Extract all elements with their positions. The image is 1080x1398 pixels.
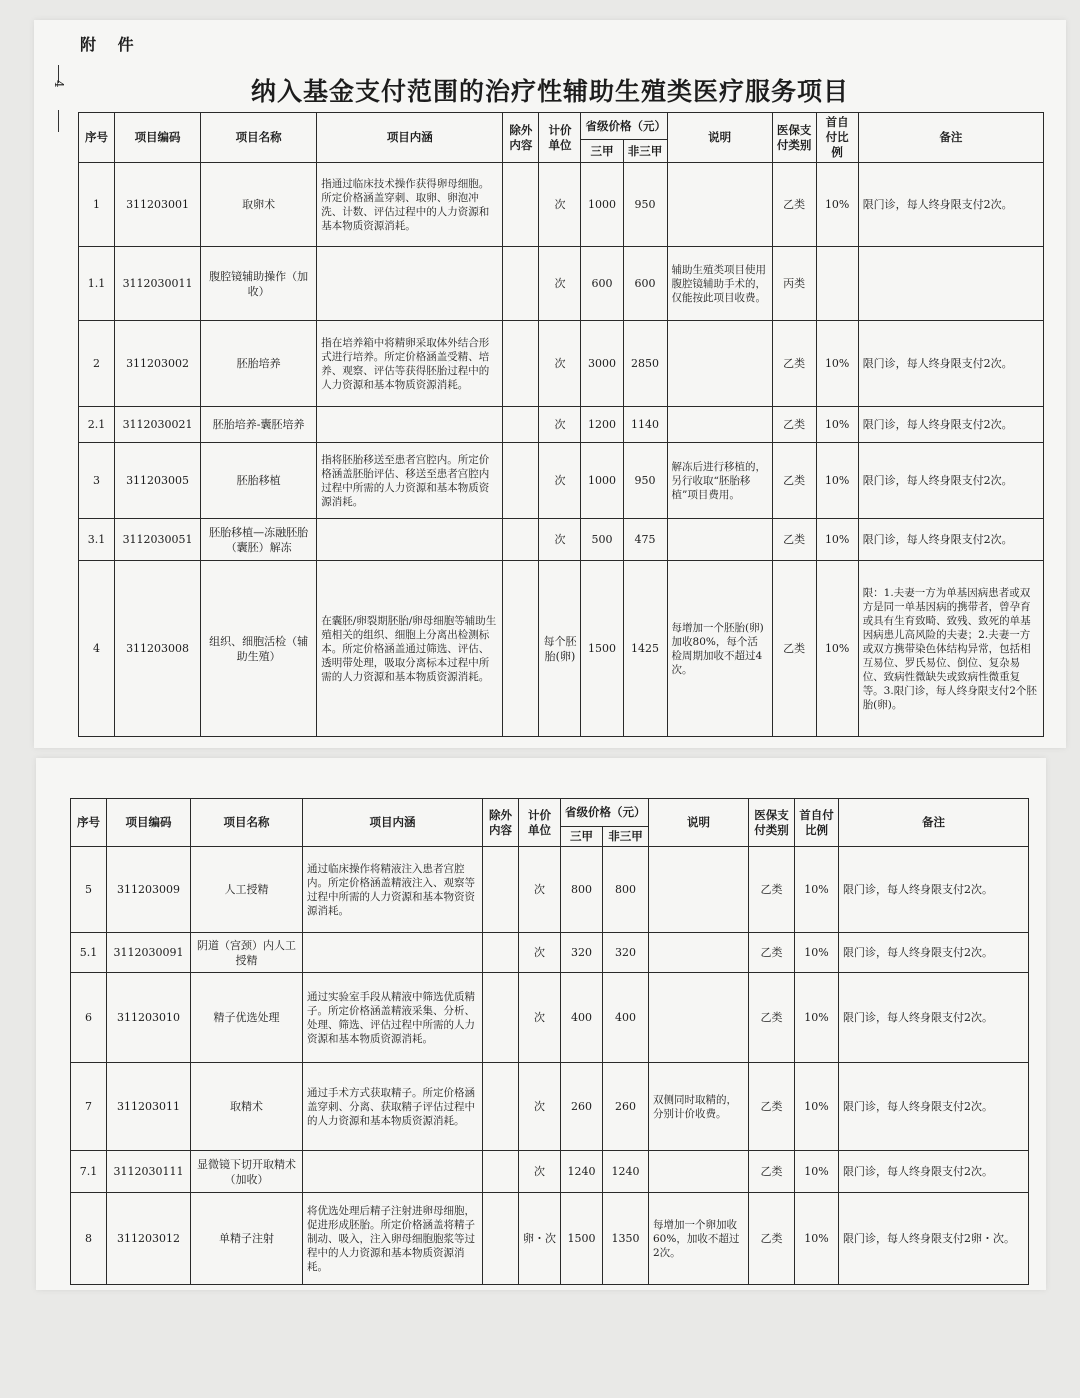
cell-note: 辅助生殖类项目使用腹腔镜辅助手术的，仅能按此项目收费。 bbox=[667, 247, 772, 321]
cell-remark bbox=[858, 247, 1043, 321]
cell-code: 3112030021 bbox=[115, 407, 201, 443]
cell-ratio: 10% bbox=[816, 321, 858, 407]
header-ratio: 首自付比例 bbox=[816, 113, 858, 163]
header-content: 项目内涵 bbox=[317, 113, 503, 163]
cell-unit: 次 bbox=[539, 247, 581, 321]
cell-category: 乙类 bbox=[772, 407, 816, 443]
cell-code: 3112030111 bbox=[107, 1151, 191, 1193]
header-price-a: 三甲 bbox=[561, 827, 603, 847]
cell-ratio: 10% bbox=[795, 933, 839, 973]
cell-excluded bbox=[483, 847, 519, 933]
header-price-b: 非三甲 bbox=[603, 827, 649, 847]
cell-category: 乙类 bbox=[772, 321, 816, 407]
table-row bbox=[79, 321, 1044, 407]
cell-excluded bbox=[503, 321, 539, 407]
cell-excluded bbox=[503, 163, 539, 247]
cell-price-b: 950 bbox=[623, 163, 667, 247]
header-category: 医保支付类别 bbox=[749, 799, 795, 847]
cell-seq: 3 bbox=[79, 443, 115, 519]
header-unit: 计价单位 bbox=[539, 113, 581, 163]
cell-name: 人工授精 bbox=[191, 847, 303, 933]
header-name: 项目名称 bbox=[201, 113, 317, 163]
cell-excluded bbox=[503, 407, 539, 443]
header-note: 说明 bbox=[667, 113, 772, 163]
cell-remark: 限门诊，每人终身限支付2次。 bbox=[839, 847, 1029, 933]
cell-ratio: 10% bbox=[816, 407, 858, 443]
cell-price-b: 1425 bbox=[623, 561, 667, 737]
cell-price-a: 400 bbox=[561, 973, 603, 1063]
cell-price-a: 1500 bbox=[581, 561, 623, 737]
cell-price-a: 1000 bbox=[581, 163, 623, 247]
cell-name: 胚胎培养-囊胚培养 bbox=[201, 407, 317, 443]
table-row bbox=[79, 247, 1044, 321]
cell-ratio: 10% bbox=[816, 443, 858, 519]
cell-excluded bbox=[483, 973, 519, 1063]
cell-ratio: 10% bbox=[795, 1193, 839, 1285]
cell-name: 组织、细胞活检（辅助生殖） bbox=[201, 561, 317, 737]
cell-unit: 卵・次 bbox=[519, 1193, 561, 1285]
cell-name: 阴道（宫颈）内人工授精 bbox=[191, 933, 303, 973]
cell-unit: 次 bbox=[519, 1063, 561, 1151]
cell-price-a: 1240 bbox=[561, 1151, 603, 1193]
cell-name: 取卵术 bbox=[201, 163, 317, 247]
cell-ratio: 10% bbox=[795, 1151, 839, 1193]
cell-content bbox=[317, 519, 503, 561]
cell-price-a: 1200 bbox=[581, 407, 623, 443]
cell-content bbox=[317, 407, 503, 443]
cell-category: 乙类 bbox=[749, 1193, 795, 1285]
cell-seq: 1.1 bbox=[79, 247, 115, 321]
cell-code: 3112030051 bbox=[115, 519, 201, 561]
cell-price-b: 400 bbox=[603, 973, 649, 1063]
header-excluded: 除外内容 bbox=[483, 799, 519, 847]
cell-code: 311203009 bbox=[107, 847, 191, 933]
table-row bbox=[71, 1151, 1029, 1193]
cell-code: 311203010 bbox=[107, 973, 191, 1063]
cell-unit: 次 bbox=[539, 407, 581, 443]
cell-code: 3112030011 bbox=[115, 247, 201, 321]
cell-price-a: 320 bbox=[561, 933, 603, 973]
header-price-group: 省级价格（元） bbox=[561, 799, 649, 827]
cell-ratio: 10% bbox=[795, 847, 839, 933]
services-table-1 bbox=[78, 112, 1044, 737]
cell-remark: 限门诊，每人终身限支付2次。 bbox=[839, 973, 1029, 1063]
cell-category: 乙类 bbox=[749, 847, 795, 933]
header-price-group: 省级价格（元） bbox=[581, 113, 667, 140]
cell-price-a: 500 bbox=[581, 519, 623, 561]
cell-code: 3112030091 bbox=[107, 933, 191, 973]
cell-note bbox=[649, 973, 749, 1063]
table-row bbox=[79, 163, 1044, 247]
cell-name: 精子优选处理 bbox=[191, 973, 303, 1063]
cell-note bbox=[667, 519, 772, 561]
table-row bbox=[71, 1063, 1029, 1151]
table-row bbox=[79, 561, 1044, 737]
cell-name: 单精子注射 bbox=[191, 1193, 303, 1285]
cell-seq: 2.1 bbox=[79, 407, 115, 443]
cell-category: 乙类 bbox=[772, 163, 816, 247]
cell-unit: 每个胚胎(卵) bbox=[539, 561, 581, 737]
cell-seq: 1 bbox=[79, 163, 115, 247]
cell-excluded bbox=[503, 561, 539, 737]
cell-name: 胚胎移植—冻融胚胎（囊胚）解冻 bbox=[201, 519, 317, 561]
table-row bbox=[71, 847, 1029, 933]
cell-name: 显微镜下切开取精术（加收） bbox=[191, 1151, 303, 1193]
cell-price-a: 600 bbox=[581, 247, 623, 321]
cell-remark: 限门诊，每人终身限支付2次。 bbox=[858, 407, 1043, 443]
table-row bbox=[71, 1193, 1029, 1285]
cell-note bbox=[649, 1151, 749, 1193]
cell-price-a: 1000 bbox=[581, 443, 623, 519]
cell-content: 在囊胚/卵裂期胚胎/卵母细胞等辅助生殖相关的组织、细胞上分离出检测标本。所定价格涵盖通过筛选、评估、透明带处理，吸取分离标本过程中所需的人力资源和基本物质资源消耗。 bbox=[317, 561, 503, 737]
cell-price-b: 1240 bbox=[603, 1151, 649, 1193]
table-row bbox=[79, 519, 1044, 561]
cell-seq: 8 bbox=[71, 1193, 107, 1285]
header-remark: 备注 bbox=[858, 113, 1043, 163]
cell-excluded bbox=[483, 933, 519, 973]
cell-excluded bbox=[483, 1151, 519, 1193]
cell-remark: 限门诊，每人终身限支付2卵・次。 bbox=[839, 1193, 1029, 1285]
cell-content: 将优选处理后精子注射进卵母细胞，促进形成胚胎。所定价格涵盖将精子制动、吸入，注入卵母细胞胞浆等过程中的人力资源和基本物质资源消耗。 bbox=[303, 1193, 483, 1285]
cell-price-b: 260 bbox=[603, 1063, 649, 1151]
cell-price-b: 320 bbox=[603, 933, 649, 973]
header-price-a: 三甲 bbox=[581, 140, 623, 163]
cell-seq: 5.1 bbox=[71, 933, 107, 973]
cell-price-b: 475 bbox=[623, 519, 667, 561]
cell-note: 双侧同时取精的，分别计价收费。 bbox=[649, 1063, 749, 1151]
document-page-1 bbox=[34, 20, 1066, 748]
cell-ratio: 10% bbox=[795, 973, 839, 1063]
cell-seq: 6 bbox=[71, 973, 107, 1063]
cell-note: 解冻后进行移植的，另行收取“胚胎移植”项目费用。 bbox=[667, 443, 772, 519]
cell-code: 311203005 bbox=[115, 443, 201, 519]
cell-remark: 限门诊，每人终身限支付2次。 bbox=[839, 933, 1029, 973]
table-row bbox=[79, 443, 1044, 519]
cell-excluded bbox=[483, 1193, 519, 1285]
cell-unit: 次 bbox=[519, 933, 561, 973]
header-price-b: 非三甲 bbox=[623, 140, 667, 163]
cell-price-b: 1140 bbox=[623, 407, 667, 443]
table-row bbox=[79, 407, 1044, 443]
cell-unit: 次 bbox=[519, 847, 561, 933]
cell-excluded bbox=[483, 1063, 519, 1151]
cell-price-a: 260 bbox=[561, 1063, 603, 1151]
cell-unit: 次 bbox=[519, 1151, 561, 1193]
cell-price-b: 950 bbox=[623, 443, 667, 519]
page-number-bar-bottom bbox=[58, 110, 59, 132]
cell-content bbox=[317, 247, 503, 321]
cell-note bbox=[649, 933, 749, 973]
header-seq: 序号 bbox=[79, 113, 115, 163]
cell-seq: 2 bbox=[79, 321, 115, 407]
cell-content: 通过手术方式获取精子。所定价格涵盖穿刺、分离、获取精子评估过程中的人力资源和基本物质资源消耗。 bbox=[303, 1063, 483, 1151]
header-note: 说明 bbox=[649, 799, 749, 847]
cell-price-a: 800 bbox=[561, 847, 603, 933]
header-ratio: 首自付比例 bbox=[795, 799, 839, 847]
cell-seq: 5 bbox=[71, 847, 107, 933]
cell-content: 指将胚胎移送至患者宫腔内。所定价格涵盖胚胎评估、移送至患者宫腔内过程中所需的人力资源和基本物质资源消耗。 bbox=[317, 443, 503, 519]
header-unit: 计价单位 bbox=[519, 799, 561, 847]
cell-ratio: 10% bbox=[816, 163, 858, 247]
cell-name: 胚胎培养 bbox=[201, 321, 317, 407]
cell-seq: 7 bbox=[71, 1063, 107, 1151]
header-name: 项目名称 bbox=[191, 799, 303, 847]
cell-category: 乙类 bbox=[749, 933, 795, 973]
cell-seq: 7.1 bbox=[71, 1151, 107, 1193]
cell-name: 腹腔镜辅助操作（加收） bbox=[201, 247, 317, 321]
header-category: 医保支付类别 bbox=[772, 113, 816, 163]
cell-code: 311203012 bbox=[107, 1193, 191, 1285]
header-remark: 备注 bbox=[839, 799, 1029, 847]
cell-category: 乙类 bbox=[772, 443, 816, 519]
attachment-label: 附 件 bbox=[80, 35, 142, 54]
header-code: 项目编码 bbox=[115, 113, 201, 163]
services-table-2 bbox=[70, 798, 1029, 1285]
cell-remark: 限门诊，每人终身限支付2次。 bbox=[839, 1063, 1029, 1151]
cell-price-b: 600 bbox=[623, 247, 667, 321]
cell-code: 311203008 bbox=[115, 561, 201, 737]
header-content: 项目内涵 bbox=[303, 799, 483, 847]
cell-remark: 限门诊，每人终身限支付2次。 bbox=[858, 321, 1043, 407]
cell-remark: 限门诊，每人终身限支付2次。 bbox=[858, 519, 1043, 561]
cell-price-b: 2850 bbox=[623, 321, 667, 407]
cell-category: 乙类 bbox=[749, 1151, 795, 1193]
cell-remark: 限门诊，每人终身限支付2次。 bbox=[858, 163, 1043, 247]
cell-seq: 3.1 bbox=[79, 519, 115, 561]
cell-name: 取精术 bbox=[191, 1063, 303, 1151]
cell-content: 指通过临床技术操作获得卵母细胞。所定价格涵盖穿刺、取卵、卵泡冲洗、计数、评估过程中的人力资源和基本物质资源消耗。 bbox=[317, 163, 503, 247]
cell-name: 胚胎移植 bbox=[201, 443, 317, 519]
page-title: 纳入基金支付范围的治疗性辅助生殖类医疗服务项目 bbox=[250, 77, 849, 106]
header-excluded: 除外内容 bbox=[503, 113, 539, 163]
table-row bbox=[71, 973, 1029, 1063]
document-page-2 bbox=[36, 758, 1046, 1290]
header-code: 项目编码 bbox=[107, 799, 191, 847]
cell-excluded bbox=[503, 519, 539, 561]
cell-note bbox=[667, 407, 772, 443]
cell-price-a: 3000 bbox=[581, 321, 623, 407]
cell-note bbox=[667, 321, 772, 407]
cell-unit: 次 bbox=[539, 321, 581, 407]
cell-ratio: 10% bbox=[816, 519, 858, 561]
cell-category: 乙类 bbox=[749, 973, 795, 1063]
cell-note bbox=[667, 163, 772, 247]
cell-content: 指在培养箱中将精卵采取体外结合形式进行培养。所定价格涵盖受精、培养、观察、评估等获得胚胎过程中的人力资源和基本物质资源消耗。 bbox=[317, 321, 503, 407]
table-row bbox=[71, 933, 1029, 973]
cell-category: 丙类 bbox=[772, 247, 816, 321]
cell-ratio bbox=[816, 247, 858, 321]
cell-content: 通过实验室手段从精液中筛选优质精子。所定价格涵盖精液采集、分析、处理、筛选、评估过程中所需的人力资源和基本物质资源消耗。 bbox=[303, 973, 483, 1063]
cell-remark: 限：1.夫妻一方为单基因病患者或双方是同一单基因病的携带者，曾孕育或具有生育致畸、致残、致死的单基因病患儿高风险的夫妻；2.夫妻一方或双方携带染色体结构异常，包括相互易位、罗氏易位、倒位、复杂易位、致病性微缺失或致病性微重复等。3.限门诊，每人终身限支付2个胚胎(卵)。 bbox=[858, 561, 1043, 737]
cell-category: 乙类 bbox=[749, 1063, 795, 1151]
page-number: 4 bbox=[52, 80, 66, 88]
cell-note: 每增加一个卵加收60%，加收不超过2次。 bbox=[649, 1193, 749, 1285]
cell-price-a: 1500 bbox=[561, 1193, 603, 1285]
cell-code: 311203011 bbox=[107, 1063, 191, 1151]
cell-excluded bbox=[503, 443, 539, 519]
cell-note: 每增加一个胚胎(卵)加收80%，每个活检周期加收不超过4次。 bbox=[667, 561, 772, 737]
cell-seq: 4 bbox=[79, 561, 115, 737]
cell-remark: 限门诊，每人终身限支付2次。 bbox=[858, 443, 1043, 519]
cell-ratio: 10% bbox=[795, 1063, 839, 1151]
cell-content bbox=[303, 933, 483, 973]
cell-content: 通过临床操作将精液注入患者宫腔内。所定价格涵盖精液注入、观察等过程中所需的人力资源和基本物资资源消耗。 bbox=[303, 847, 483, 933]
cell-code: 311203001 bbox=[115, 163, 201, 247]
cell-category: 乙类 bbox=[772, 561, 816, 737]
cell-ratio: 10% bbox=[816, 561, 858, 737]
cell-remark: 限门诊，每人终身限支付2次。 bbox=[839, 1151, 1029, 1193]
cell-price-b: 1350 bbox=[603, 1193, 649, 1285]
cell-code: 311203002 bbox=[115, 321, 201, 407]
cell-price-b: 800 bbox=[603, 847, 649, 933]
cell-unit: 次 bbox=[539, 519, 581, 561]
cell-excluded bbox=[503, 247, 539, 321]
cell-content bbox=[303, 1151, 483, 1193]
cell-unit: 次 bbox=[539, 443, 581, 519]
cell-category: 乙类 bbox=[772, 519, 816, 561]
cell-note bbox=[649, 847, 749, 933]
cell-unit: 次 bbox=[539, 163, 581, 247]
header-seq: 序号 bbox=[71, 799, 107, 847]
cell-unit: 次 bbox=[519, 973, 561, 1063]
